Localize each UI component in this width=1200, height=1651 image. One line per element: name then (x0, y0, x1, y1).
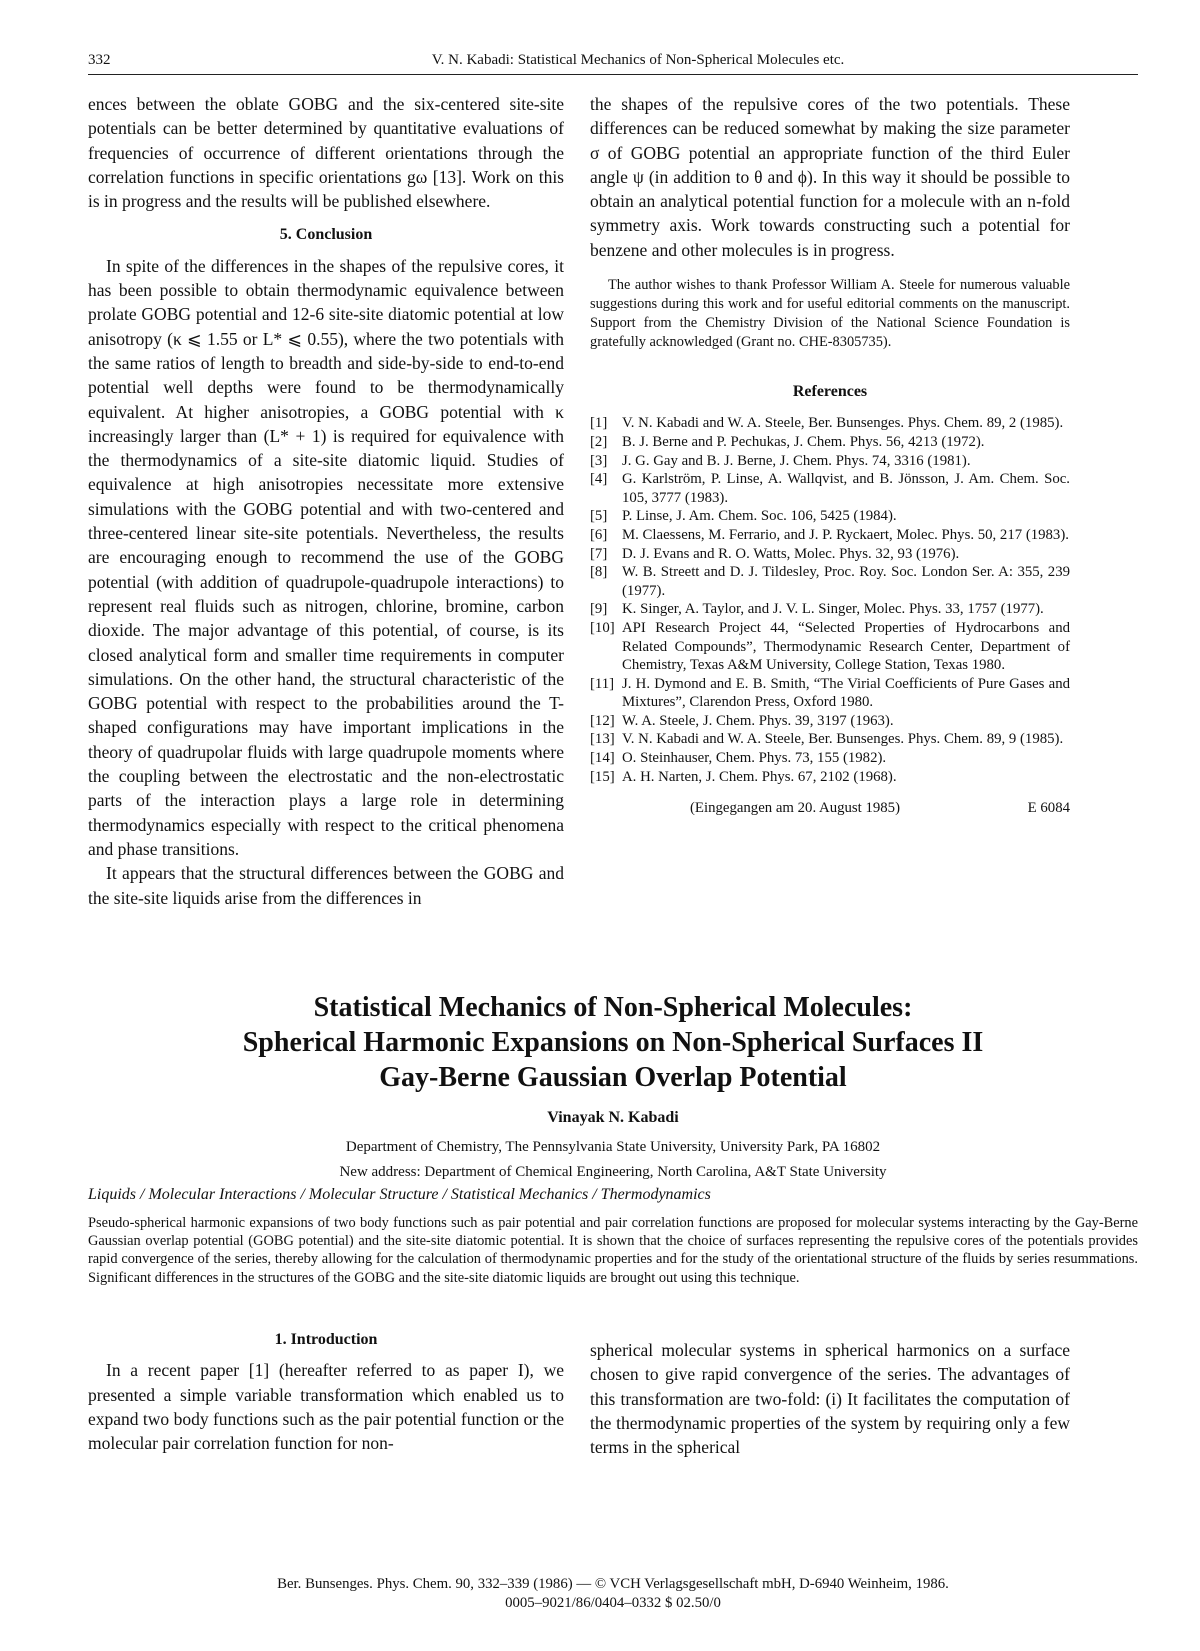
reference-item (590, 768, 1070, 787)
reference-item (590, 749, 1070, 768)
reference-item (590, 470, 1070, 507)
intro-right-paragraph: spherical molecular systems in spherical harmonics on a surface chosen to give rapid convergence of the series. The advantages of this transformation are two-fold: (i) It facilitates the computation of the thermodynamic properties of the system by requiring only a few terms in the spherical (590, 1340, 1070, 1458)
page-number: 332 (88, 52, 111, 68)
left-closing-paragraph: It appears that the structural differences between the GOBG and the site-site liquids arise from the differences in (88, 863, 564, 908)
introduction-heading: 1. Introduction (274, 1331, 378, 1348)
left-paragraph-continuation: ences between the oblate GOBG and the six-centered site-site potentials can be better determined by quantitative evaluations of frequencies of occurrence of different orientations through the correlation functions in specific orientations gω [13]. Work on this is in progress and the results will be published elsewhere. (88, 94, 564, 212)
reference-item (590, 545, 1070, 564)
reference-number: [5] (590, 508, 608, 525)
article-title-block (88, 990, 1138, 1181)
reference-number: [6] (590, 526, 608, 543)
received-line (590, 796, 1070, 820)
reference-number: [7] (590, 545, 608, 562)
reference-text: W. B. Streett and D. J. Tildesley, Proc. Roy. Soc. London Ser. A: 355, 239 (1977). (622, 564, 1070, 599)
author-name: Vinayak N. Kabadi (547, 1109, 679, 1126)
intro-left-paragraph: In a recent paper [1] (hereafter referred to as paper I), we presented a simple variable transformation which enabled us to expand two body functions such as the pair potential function or the molecular pair correlation function for non- (88, 1360, 564, 1454)
acknowledgement: The author wishes to thank Professor William A. Steele for numerous valuable suggestions during this work and for useful editorial comments on the manuscript. Support from the Chemistry Division of the National Science Foundation is gratefully acknowledged (Grant no. CHE-8305735). (590, 277, 1070, 351)
reference-number: [14] (590, 750, 615, 767)
reference-text: O. Steinhauser, Chem. Phys. 73, 155 (1982). (622, 750, 887, 767)
received-date: (Eingegangen am 20. August 1985) (690, 800, 900, 817)
reference-item (590, 507, 1070, 526)
keywords: Liquids / Molecular Interactions / Molecular Structure / Statistical Mechanics / Thermodynamics (88, 1186, 711, 1203)
reference-number: [10] (590, 619, 615, 636)
right-column (590, 92, 1070, 821)
reference-item (590, 452, 1070, 471)
conclusion-heading: 5. Conclusion (279, 226, 373, 244)
reference-number: [11] (590, 675, 615, 692)
article-title-line-3: Gay-Berne Gaussian Overlap Potential (379, 1062, 847, 1093)
article-title-line-1: Statistical Mechanics of Non-Spherical Molecules: (313, 992, 913, 1023)
page-footer (88, 1575, 1138, 1613)
intro-right-column (590, 1338, 1070, 1459)
reference-text: K. Singer, A. Taylor, and J. V. L. Singer, Molec. Phys. 33, 1757 (1977). (622, 601, 1044, 618)
affiliation: Department of Chemistry, The Pennsylvania State University, University Park, PA 16802 (345, 1139, 881, 1155)
reference-text: API Research Project 44, “Selected Properties of Hydrocarbons and Related Compounds”, Thermodynamic Research Center, Department of Chemistry, Texas A&M University, College Station, Texas 1980. (622, 619, 1070, 674)
reference-text: D. J. Evans and R. O. Watts, Molec. Phys. 32, 93 (1976). (622, 545, 960, 562)
reference-text: W. A. Steele, J. Chem. Phys. 39, 3197 (1963). (622, 712, 894, 729)
reference-text: V. N. Kabadi and W. A. Steele, Ber. Bunsenges. Phys. Chem. 89, 2 (1985). (622, 415, 1064, 432)
reference-number: [15] (590, 768, 615, 785)
issn-line: 0005–9021/86/0404–0332 $ 02.50/0 (505, 1595, 721, 1611)
references-heading: References (792, 383, 868, 401)
reference-text: J. G. Gay and B. J. Berne, J. Chem. Phys. 74, 3316 (1981). (622, 452, 971, 469)
running-title: V. N. Kabadi: Statistical Mechanics of Non-Spherical Molecules etc. (431, 52, 845, 68)
running-header (88, 50, 1138, 75)
reference-text: J. H. Dymond and E. B. Smith, “The Virial Coefficients of Pure Gases and Mixtures”, Clarendon Press, Oxford 1980. (622, 675, 1070, 711)
manuscript-code: E 6084 (1027, 800, 1070, 817)
reference-item (590, 712, 1070, 731)
intro-left-column (88, 1328, 564, 1455)
reference-text: B. J. Berne and P. Pechukas, J. Chem. Phys. 56, 4213 (1972). (622, 433, 985, 450)
reference-item (590, 563, 1070, 600)
new-address: New address: Department of Chemical Engineering, North Carolina, A&T State University (339, 1164, 887, 1180)
reference-number: [2] (590, 433, 608, 450)
reference-text: P. Linse, J. Am. Chem. Soc. 106, 5425 (1984). (622, 508, 897, 525)
reference-item (590, 600, 1070, 619)
reference-number: [1] (590, 415, 608, 432)
reference-number: [8] (590, 564, 608, 581)
reference-number: [13] (590, 731, 615, 748)
reference-item (590, 433, 1070, 452)
reference-number: [3] (590, 452, 608, 469)
article-title-line-2: Spherical Harmonic Expansions on Non-Spherical Surfaces II (242, 1027, 984, 1058)
reference-text: A. H. Narten, J. Chem. Phys. 67, 2102 (1968). (622, 768, 897, 785)
reference-text: V. N. Kabadi and W. A. Steele, Ber. Bunsenges. Phys. Chem. 89, 9 (1985). (622, 731, 1064, 748)
citation-line: Ber. Bunsenges. Phys. Chem. 90, 332–339 (1986) — © VCH Verlagsgesellschaft mbH, D-6940 Weinheim, 1986. (277, 1576, 949, 1592)
reference-item (590, 730, 1070, 749)
reference-item (590, 526, 1070, 545)
reference-list (590, 414, 1070, 786)
reference-number: [12] (590, 712, 615, 729)
reference-number: [4] (590, 471, 608, 488)
left-column (88, 92, 564, 910)
conclusion-paragraph: In spite of the differences in the shapes of the repulsive cores, it has been possible to obtain thermodynamic equivalence between prolate GOBG potential and 12-6 site-site diatomic potential at low anisotropy (κ ⩽ 1.55 or L* ⩽ 0.55), where the two potentials with the same ratios of length to breadth and side-by-side to end-to-end potential well depths were found to be thermodynamically equivalent. At higher anisotropies, a GOBG potential with κ increasingly larger than (L* + 1) is required for equivalence with the thermodynamics of a site-site diatomic liquid. Studies of equivalence at high anisotropies necessitate more extensive simulations with the GOBG potential and with two-centered and three-centered linear site-site potentials. Nevertheless, the results are encouraging enough to recommend the use of the GOBG potential (with addition of quadrupole-quadrupole interactions) to represent real fluids such as nitrogen, chlorine, bromine, carbon dioxide. The major advantage of this potential, of course, is its closed analytical form and smaller time requirements in computer simulations. On the other hand, the structural characteristic of the GOBG potential with respect to the probabilities around the T-shaped configurations may have important implications in the theory of quadrupolar fluids with large quadrupole moments where the coupling between the electrostatic and the non-electrostatic parts of the interaction plays a large role in determining thermodynamics especially with respect to the critical phenomena and phase transitions. (88, 255, 564, 859)
reference-number: [9] (590, 601, 608, 618)
right-paragraph-continuation: the shapes of the repulsive cores of the two potentials. These differences can be reduced somewhat by making the size parameter σ of GOBG potential an appropriate function of the third Euler angle ψ (in addition to θ and ϕ). In this way it should be possible to obtain an analytical potential function for a molecule with an n-fold symmetry axis. Work towards constructing such a potential for benzene and other molecules is in progress. (590, 94, 1070, 260)
abstract: Pseudo-spherical harmonic expansions of two body functions such as pair potential and pair correlation functions are proposed for molecular systems interacting by the Gay-Berne Gaussian overlap potential (GOBG potential) and the site-site diatomic potential. It is shown that the choice of surfaces representing the repulsive cores of the potentials provides rapid convergence of the series, thereby allowing for the calculation of thermodynamic properties and for the study of the orientational structure of the fluids by series resummations. Significant differences in the structures of the GOBG and the site-site diatomic liquids are brought out using this technique. (88, 1215, 1138, 1286)
reference-item (590, 619, 1070, 675)
reference-text: M. Claessens, M. Ferrario, and J. P. Ryckaert, Molec. Phys. 50, 217 (1983). (622, 526, 1069, 543)
reference-item (590, 414, 1070, 433)
reference-text: G. Karlström, P. Linse, A. Wallqvist, and B. Jönsson, J. Am. Chem. Soc. 105, 3777 (1983). (622, 471, 1070, 506)
reference-item (590, 675, 1070, 712)
